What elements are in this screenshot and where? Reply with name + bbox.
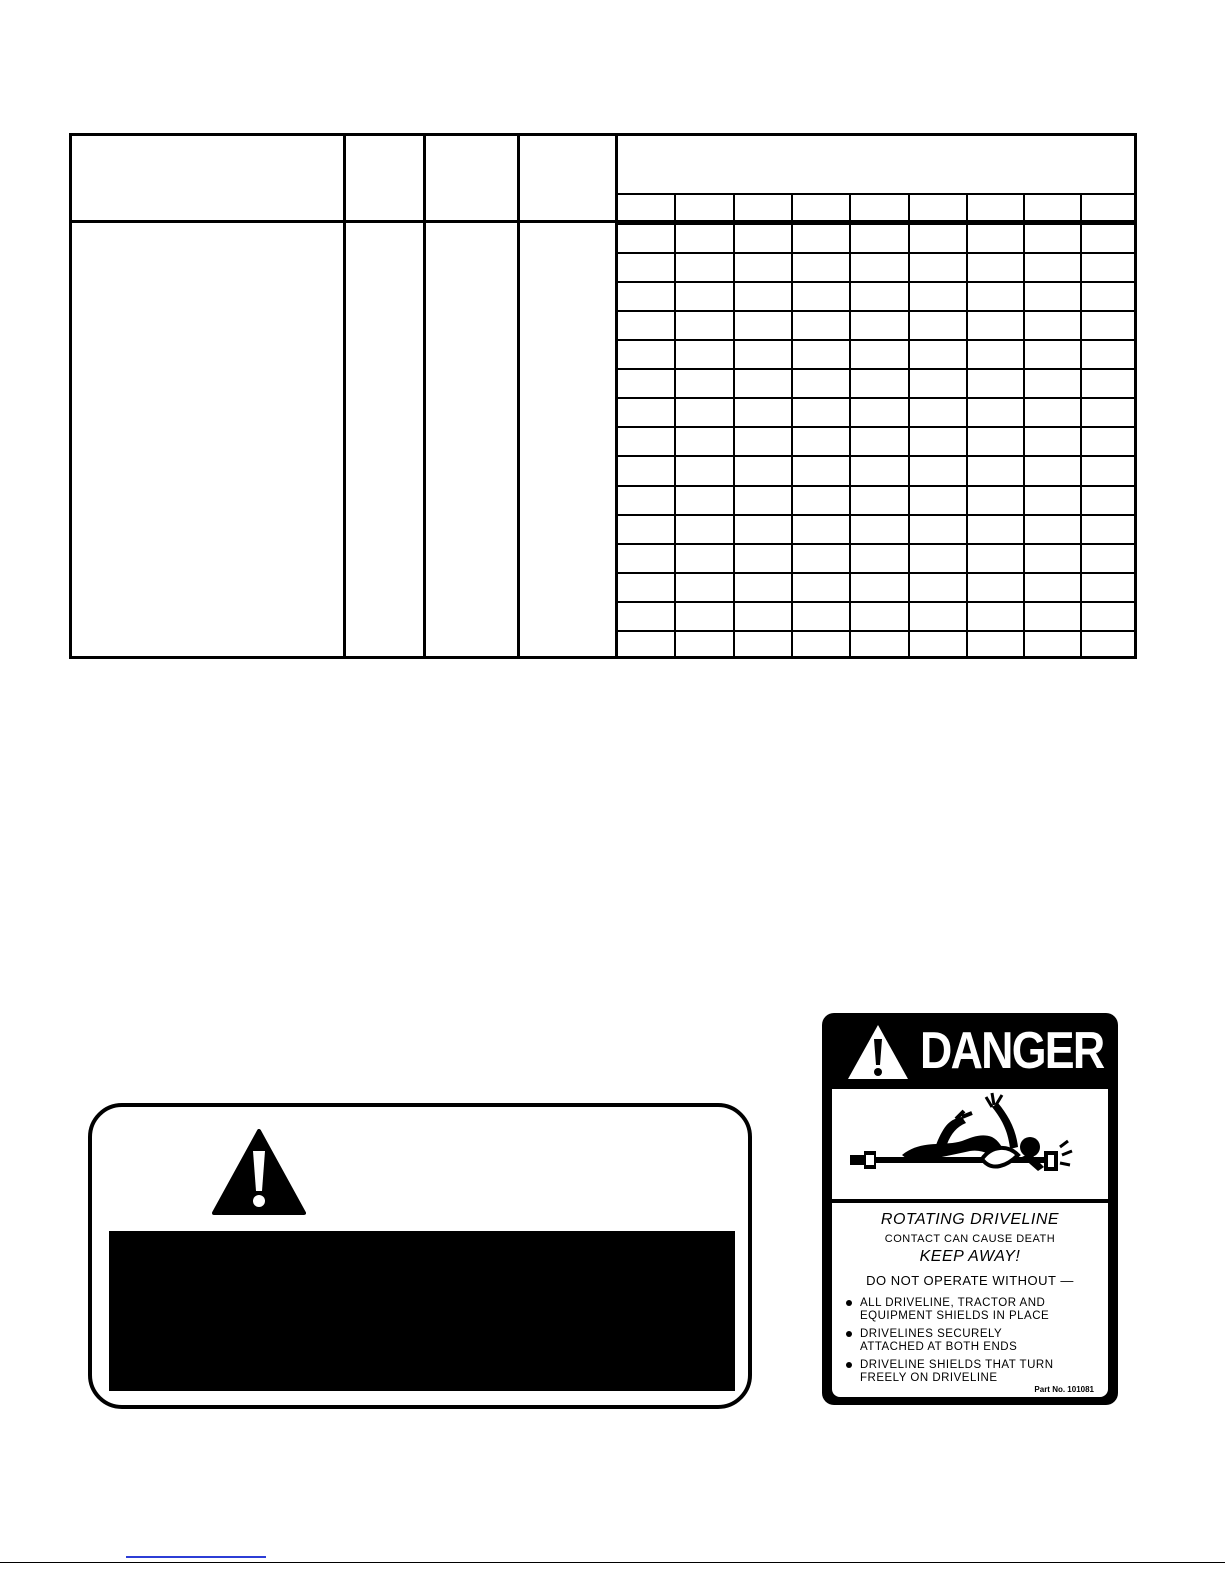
grid-row-line xyxy=(618,193,1134,195)
column-divider xyxy=(615,136,618,656)
grid-row-line xyxy=(618,368,1134,370)
grid-row-line xyxy=(618,455,1134,457)
alert-triangle-icon xyxy=(212,1129,306,1215)
bullet-line: EQUIPMENT SHIELDS IN PLACE xyxy=(860,1310,1050,1322)
grid-row-line xyxy=(618,252,1134,254)
column-divider xyxy=(343,136,346,656)
bullet-line: ATTACHED AT BOTH ENDS xyxy=(860,1341,1018,1353)
danger-decal xyxy=(822,1013,1118,1405)
grid-row-line xyxy=(618,426,1134,428)
grid-column-line xyxy=(966,193,968,656)
grid-column-line xyxy=(791,193,793,656)
bullet-dot xyxy=(846,1300,852,1306)
danger-title: ROTATING DRIVELINE xyxy=(880,1211,1060,1228)
grid-column-line xyxy=(674,193,676,656)
grid-row-line xyxy=(618,397,1134,399)
driveline-entanglement-icon xyxy=(832,1089,1108,1199)
danger-subtitle: CONTACT CAN CAUSE DEATH xyxy=(884,1233,1056,1245)
bullet-line: DRIVELINES SECURELY xyxy=(860,1328,1003,1340)
danger-header xyxy=(822,1013,1118,1088)
bullet-line: FREELY ON DRIVELINE xyxy=(860,1372,998,1384)
grid-column-line xyxy=(908,193,910,656)
grid-row-line xyxy=(618,223,1134,225)
danger-warning: KEEP AWAY! xyxy=(919,1248,1021,1265)
grid-row-line xyxy=(618,601,1134,603)
grid-row-line xyxy=(618,281,1134,283)
footer-rule xyxy=(0,1562,1225,1563)
specification-table xyxy=(69,133,1137,659)
bullet-dot xyxy=(846,1331,852,1337)
grid-column-line xyxy=(849,193,851,656)
grid-column-line xyxy=(1023,193,1025,656)
bullet-line: DRIVELINE SHIELDS THAT TURN xyxy=(860,1359,1054,1371)
grid-row-line xyxy=(618,543,1134,545)
danger-message-panel xyxy=(832,1203,1108,1397)
grid-row-line xyxy=(618,310,1134,312)
grid-row-line xyxy=(618,514,1134,516)
bullet-item xyxy=(846,1297,1049,1323)
bullet-line: ALL DRIVELINE, TRACTOR AND xyxy=(860,1297,1046,1309)
grid-column-line xyxy=(733,193,735,656)
grid-column-line xyxy=(1080,193,1082,656)
caution-decal xyxy=(88,1103,752,1409)
footer-link[interactable] xyxy=(126,1556,266,1558)
column-divider xyxy=(517,136,520,656)
bullet-item xyxy=(846,1328,1017,1354)
column-divider xyxy=(423,136,426,656)
danger-heading: DANGER xyxy=(920,1022,1104,1080)
grid-row-line xyxy=(618,630,1134,632)
alert-triangle-icon xyxy=(846,1023,910,1081)
grid-row-line xyxy=(618,485,1134,487)
bullet-item xyxy=(846,1359,1054,1385)
part-number: Part No. 101081 xyxy=(1034,1385,1094,1394)
grid-row-line xyxy=(618,339,1134,341)
bullet-dot xyxy=(846,1362,852,1368)
caution-message-panel xyxy=(109,1231,735,1391)
danger-instruction: DO NOT OPERATE WITHOUT — xyxy=(866,1273,1074,1288)
grid-row-line xyxy=(618,572,1134,574)
pictogram-panel xyxy=(832,1089,1108,1199)
